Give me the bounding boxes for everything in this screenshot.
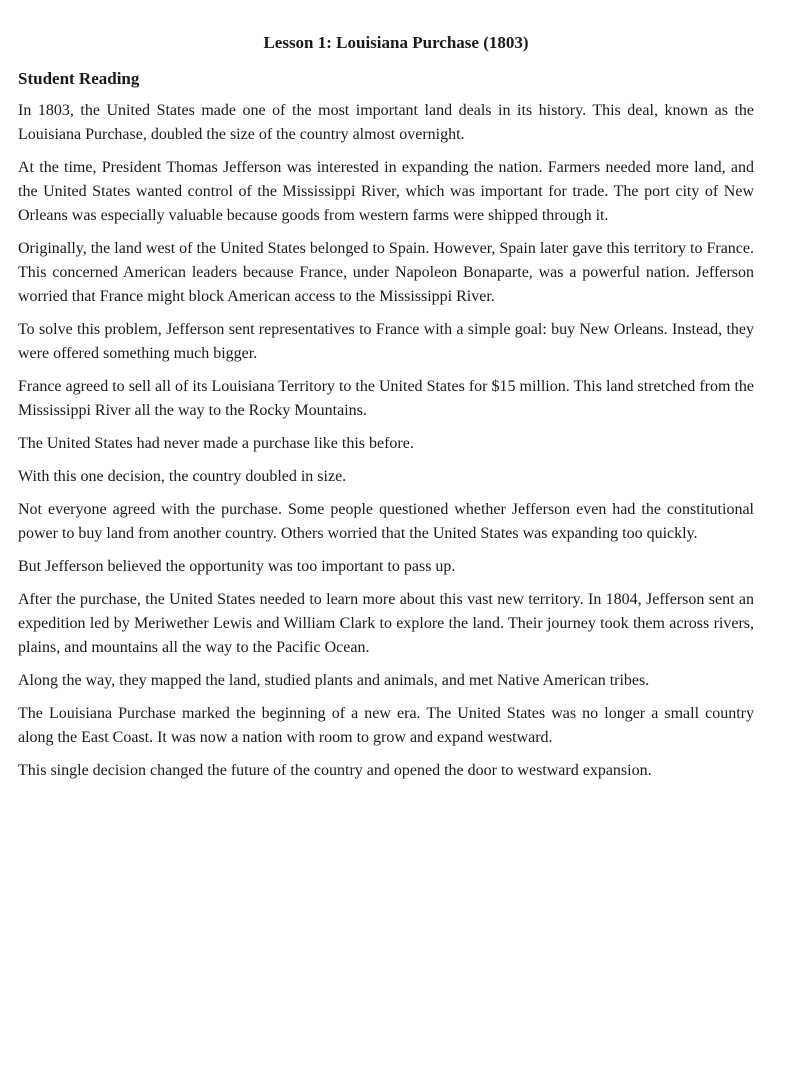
paragraph-13: This single decision changed the future of the country and opened the door to westward expansion. [18, 762, 652, 779]
paragraph-7: With this one decision, the country doubled in size. [18, 468, 347, 485]
paragraph-8: Not everyone agreed with the purchase. Some people questioned whether Jefferson even had the constitutional power to buy land from another country. Others worried that the United States was expanding too quickly. [18, 501, 754, 542]
section-heading: Student Reading [18, 69, 140, 88]
paragraph-9: But Jefferson believed the opportunity was too important to pass up. [18, 558, 456, 575]
paragraph-12: The Louisiana Purchase marked the beginning of a new era. The United States was no longer a small country along the East Coast. It was now a nation with room to grow and expand westward. [18, 705, 754, 746]
paragraph-4: To solve this problem, Jefferson sent representatives to France with a simple goal: buy New Orleans. Instead, they were offered something much bigger. [18, 321, 754, 362]
paragraph-10: After the purchase, the United States needed to learn more about this vast new territory. In 1804, Jefferson sent an expedition led by Meriwether Lewis and William Clark to explore the land. Their journey took them across rivers, plains, and mountains all the way to the Pacific Ocean. [18, 591, 754, 656]
paragraph-6: The United States had never made a purchase like this before. [18, 435, 414, 452]
paragraph-5: France agreed to sell all of its Louisiana Territory to the United States for $15 million. This land stretched from the Mississippi River all the way to the Rocky Mountains. [18, 378, 754, 419]
paragraph-11: Along the way, they mapped the land, studied plants and animals, and met Native American tribes. [18, 672, 650, 689]
paragraph-3: Originally, the land west of the United States belonged to Spain. However, Spain later gave this territory to France. This concerned American leaders because France, under Napoleon Bonaparte, was a powerful nation. Jefferson worried that France might block American access to the Mississippi River. [18, 240, 754, 305]
paragraph-1: In 1803, the United States made one of the most important land deals in its history. This deal, known as the Louisiana Purchase, doubled the size of the country almost overnight. [18, 102, 754, 143]
paragraph-2: At the time, President Thomas Jefferson was interested in expanding the nation. Farmers needed more land, and the United States wanted control of the Mississippi River, which was important for trade. The port city of New Orleans was especially valuable because goods from western farms were shipped through it. [18, 159, 754, 224]
lesson-title: Lesson 1: Louisiana Purchase (1803) [263, 33, 529, 52]
